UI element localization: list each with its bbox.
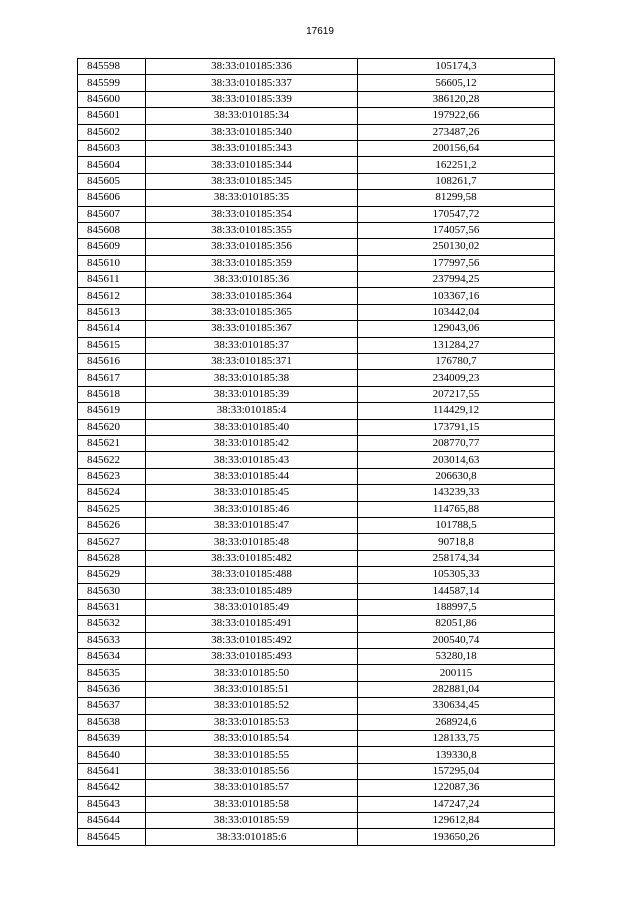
row-number-cell: 845616 (78, 354, 146, 370)
row-number-cell: 845608 (78, 222, 146, 238)
cadastral-number-cell: 38:33:010185:55 (146, 747, 358, 763)
cadastral-number-cell: 38:33:010185:482 (146, 550, 358, 566)
cadastral-number-cell: 38:33:010185:336 (146, 59, 358, 75)
row-number-cell: 845613 (78, 304, 146, 320)
value-cell: 273487,26 (358, 124, 555, 140)
row-number-cell: 845609 (78, 239, 146, 255)
cadastral-number-cell: 38:33:010185:354 (146, 206, 358, 222)
value-cell: 268924,6 (358, 714, 555, 730)
cadastral-number-cell: 38:33:010185:38 (146, 370, 358, 386)
value-cell: 188997,5 (358, 599, 555, 615)
row-number-cell: 845620 (78, 419, 146, 435)
table-row (78, 681, 555, 697)
value-cell: 177997,56 (358, 255, 555, 271)
cadastral-number-cell: 38:33:010185:57 (146, 780, 358, 796)
value-cell: 108261,7 (358, 173, 555, 189)
table-row (78, 567, 555, 583)
value-cell: 129043,06 (358, 321, 555, 337)
row-number-cell: 845641 (78, 763, 146, 779)
row-number-cell: 845631 (78, 599, 146, 615)
table-row (78, 272, 555, 288)
table-row (78, 140, 555, 156)
row-number-cell: 845629 (78, 567, 146, 583)
row-number-cell: 845621 (78, 435, 146, 451)
row-number-cell: 845642 (78, 780, 146, 796)
cadastral-number-cell: 38:33:010185:43 (146, 452, 358, 468)
value-cell: 139330,8 (358, 747, 555, 763)
table-row (78, 583, 555, 599)
table-row (78, 403, 555, 419)
row-number-cell: 845611 (78, 272, 146, 288)
row-number-cell: 845624 (78, 485, 146, 501)
value-cell: 131284,27 (358, 337, 555, 353)
cadastral-number-cell: 38:33:010185:488 (146, 567, 358, 583)
row-number-cell: 845645 (78, 829, 146, 845)
value-cell: 250130,02 (358, 239, 555, 255)
row-number-cell: 845634 (78, 649, 146, 665)
table-row (78, 698, 555, 714)
cadastral-number-cell: 38:33:010185:42 (146, 435, 358, 451)
cadastral-number-cell: 38:33:010185:492 (146, 632, 358, 648)
row-number-cell: 845623 (78, 468, 146, 484)
cadastral-number-cell: 38:33:010185:345 (146, 173, 358, 189)
value-cell: 234009,23 (358, 370, 555, 386)
cadastral-number-cell: 38:33:010185:340 (146, 124, 358, 140)
row-number-cell: 845640 (78, 747, 146, 763)
row-number-cell: 845598 (78, 59, 146, 75)
table-row (78, 321, 555, 337)
table-row (78, 59, 555, 75)
value-cell: 206630,8 (358, 468, 555, 484)
table-row (78, 370, 555, 386)
cadastral-number-cell: 38:33:010185:367 (146, 321, 358, 337)
table-row (78, 485, 555, 501)
cadastral-number-cell: 38:33:010185:47 (146, 517, 358, 533)
cadastral-number-cell: 38:33:010185:48 (146, 534, 358, 550)
value-cell: 200115 (358, 665, 555, 681)
table-row (78, 714, 555, 730)
value-cell: 56605,12 (358, 75, 555, 91)
table-row (78, 222, 555, 238)
value-cell: 386120,28 (358, 91, 555, 107)
value-cell: 129612,84 (358, 812, 555, 828)
row-number-cell: 845625 (78, 501, 146, 517)
table-row (78, 812, 555, 828)
row-number-cell: 845617 (78, 370, 146, 386)
cadastral-number-cell: 38:33:010185:343 (146, 140, 358, 156)
cadastral-number-cell: 38:33:010185:339 (146, 91, 358, 107)
row-number-cell: 845643 (78, 796, 146, 812)
row-number-cell: 845637 (78, 698, 146, 714)
table-row (78, 157, 555, 173)
value-cell: 173791,15 (358, 419, 555, 435)
value-cell: 176780,7 (358, 354, 555, 370)
row-number-cell: 845614 (78, 321, 146, 337)
row-number-cell: 845602 (78, 124, 146, 140)
row-number-cell: 845610 (78, 255, 146, 271)
value-cell: 193650,26 (358, 829, 555, 845)
cadastral-number-cell: 38:33:010185:49 (146, 599, 358, 615)
table-row (78, 452, 555, 468)
cadastral-number-cell: 38:33:010185:493 (146, 649, 358, 665)
cadastral-number-cell: 38:33:010185:337 (146, 75, 358, 91)
value-cell: 200540,74 (358, 632, 555, 648)
table-row (78, 255, 555, 271)
cadastral-number-cell: 38:33:010185:40 (146, 419, 358, 435)
table-row (78, 501, 555, 517)
table-row (78, 616, 555, 632)
cadastral-number-cell: 38:33:010185:34 (146, 108, 358, 124)
row-number-cell: 845632 (78, 616, 146, 632)
value-cell: 103442,04 (358, 304, 555, 320)
table-row (78, 419, 555, 435)
row-number-cell: 845627 (78, 534, 146, 550)
value-cell: 114765,88 (358, 501, 555, 517)
row-number-cell: 845639 (78, 731, 146, 747)
cadastral-number-cell: 38:33:010185:53 (146, 714, 358, 730)
cadastral-number-cell: 38:33:010185:37 (146, 337, 358, 353)
table-row (78, 124, 555, 140)
row-number-cell: 845600 (78, 91, 146, 107)
value-cell: 53280,18 (358, 649, 555, 665)
table-row (78, 763, 555, 779)
cadastral-number-cell: 38:33:010185:356 (146, 239, 358, 255)
row-number-cell: 845607 (78, 206, 146, 222)
value-cell: 81299,58 (358, 190, 555, 206)
table-row (78, 386, 555, 402)
table-row (78, 780, 555, 796)
value-cell: 174057,56 (358, 222, 555, 238)
table-row (78, 468, 555, 484)
table-row (78, 288, 555, 304)
cadastral-number-cell: 38:33:010185:54 (146, 731, 358, 747)
value-cell: 103367,16 (358, 288, 555, 304)
table-row (78, 337, 555, 353)
row-number-cell: 845638 (78, 714, 146, 730)
value-cell: 128133,75 (358, 731, 555, 747)
table-row (78, 747, 555, 763)
row-number-cell: 845630 (78, 583, 146, 599)
cadastral-number-cell: 38:33:010185:52 (146, 698, 358, 714)
cadastral-number-cell: 38:33:010185:4 (146, 403, 358, 419)
value-cell: 237994,25 (358, 272, 555, 288)
cadastral-number-cell: 38:33:010185:491 (146, 616, 358, 632)
value-cell: 144587,14 (358, 583, 555, 599)
cadastral-number-cell: 38:33:010185:365 (146, 304, 358, 320)
cadastral-number-cell: 38:33:010185:45 (146, 485, 358, 501)
table-row (78, 796, 555, 812)
value-cell: 203014,63 (358, 452, 555, 468)
value-cell: 90718,8 (358, 534, 555, 550)
value-cell: 162251,2 (358, 157, 555, 173)
value-cell: 122087,36 (358, 780, 555, 796)
table-row (78, 665, 555, 681)
row-number-cell: 845604 (78, 157, 146, 173)
row-number-cell: 845622 (78, 452, 146, 468)
table-row (78, 632, 555, 648)
value-cell: 101788,5 (358, 517, 555, 533)
value-cell: 105174,3 (358, 59, 555, 75)
row-number-cell: 845644 (78, 812, 146, 828)
row-number-cell: 845619 (78, 403, 146, 419)
cadastral-number-cell: 38:33:010185:371 (146, 354, 358, 370)
table-row (78, 354, 555, 370)
cadastral-number-cell: 38:33:010185:51 (146, 681, 358, 697)
value-cell: 157295,04 (358, 763, 555, 779)
row-number-cell: 845615 (78, 337, 146, 353)
table-row (78, 239, 555, 255)
row-number-cell: 845612 (78, 288, 146, 304)
cadastral-number-cell: 38:33:010185:44 (146, 468, 358, 484)
table-row (78, 91, 555, 107)
table-row (78, 517, 555, 533)
row-number-cell: 845605 (78, 173, 146, 189)
cadastral-number-cell: 38:33:010185:59 (146, 812, 358, 828)
cadastral-number-cell: 38:33:010185:489 (146, 583, 358, 599)
table-row (78, 173, 555, 189)
value-cell: 82051,86 (358, 616, 555, 632)
row-number-cell: 845601 (78, 108, 146, 124)
cadastral-number-cell: 38:33:010185:39 (146, 386, 358, 402)
table-row (78, 534, 555, 550)
value-cell: 330634,45 (358, 698, 555, 714)
value-cell: 208770,77 (358, 435, 555, 451)
value-cell: 258174,34 (358, 550, 555, 566)
table-row (78, 550, 555, 566)
cadastral-number-cell: 38:33:010185:344 (146, 157, 358, 173)
row-number-cell: 845633 (78, 632, 146, 648)
row-number-cell: 845635 (78, 665, 146, 681)
table-row (78, 108, 555, 124)
table-row (78, 75, 555, 91)
table-row (78, 206, 555, 222)
cadastral-number-cell: 38:33:010185:50 (146, 665, 358, 681)
table-row (78, 304, 555, 320)
row-number-cell: 845628 (78, 550, 146, 566)
table-row (78, 435, 555, 451)
row-number-cell: 845606 (78, 190, 146, 206)
registry-table (77, 58, 555, 846)
cadastral-number-cell: 38:33:010185:355 (146, 222, 358, 238)
value-cell: 105305,33 (358, 567, 555, 583)
cadastral-number-cell: 38:33:010185:359 (146, 255, 358, 271)
page-number: 17619 (306, 26, 334, 37)
cadastral-number-cell: 38:33:010185:36 (146, 272, 358, 288)
row-number-cell: 845636 (78, 681, 146, 697)
registry-table-body (78, 59, 555, 846)
value-cell: 200156,64 (358, 140, 555, 156)
row-number-cell: 845599 (78, 75, 146, 91)
table-row (78, 649, 555, 665)
cadastral-number-cell: 38:33:010185:6 (146, 829, 358, 845)
table-row (78, 190, 555, 206)
table-row (78, 599, 555, 615)
cadastral-number-cell: 38:33:010185:35 (146, 190, 358, 206)
value-cell: 207217,55 (358, 386, 555, 402)
cadastral-number-cell: 38:33:010185:58 (146, 796, 358, 812)
value-cell: 170547,72 (358, 206, 555, 222)
cadastral-number-cell: 38:33:010185:364 (146, 288, 358, 304)
value-cell: 197922,66 (358, 108, 555, 124)
value-cell: 114429,12 (358, 403, 555, 419)
table-row (78, 731, 555, 747)
row-number-cell: 845618 (78, 386, 146, 402)
row-number-cell: 845603 (78, 140, 146, 156)
value-cell: 282881,04 (358, 681, 555, 697)
cadastral-number-cell: 38:33:010185:56 (146, 763, 358, 779)
value-cell: 143239,33 (358, 485, 555, 501)
row-number-cell: 845626 (78, 517, 146, 533)
cadastral-number-cell: 38:33:010185:46 (146, 501, 358, 517)
table-row (78, 829, 555, 845)
value-cell: 147247,24 (358, 796, 555, 812)
